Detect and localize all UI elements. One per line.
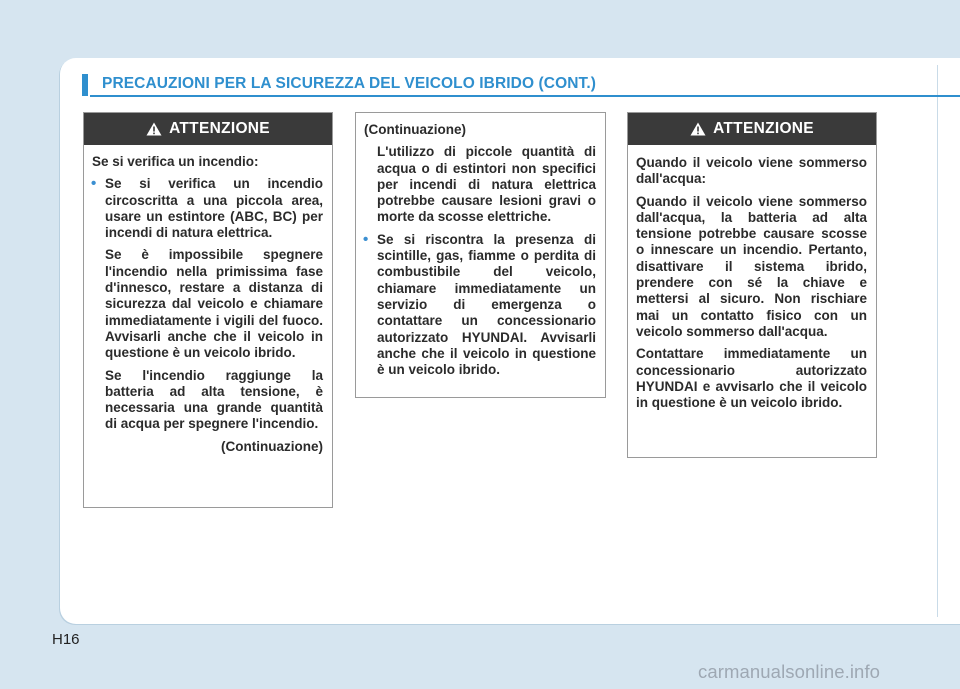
paragraph: Quando il veicolo viene sommerso dall'acqua, la batteria ad alta tensione potrebbe causare scosse o innescare un incendio. Pertanto, disattivare il sistema ibrido, prendere con sé la chiave e mettersi al sicuro. Non rischiare mai un contatto fisico con un veicolo sommerso dall'acqua. <box>636 193 867 339</box>
watermark: carmanualsonline.info <box>698 661 881 682</box>
continuation-label: (Continuazione) <box>221 438 323 454</box>
paragraph: Contattare immediatamente un concessionario autorizzato HYUNDAI e avvisarlo che il veicolo in questione è un veicolo ibrido. <box>636 346 867 411</box>
bullet-item: • Se si riscontra la presenza di scintille, gas, fiamme o perdita di combustibile del veicolo, chiamare immediatamente un servizio di emergenza o contattare un concessionario autorizzato HYUNDAI. Avvisarli anche che il veicolo in questione è un veicolo ibrido. <box>364 232 596 379</box>
warning-box-flood <box>627 112 877 458</box>
intro-text: Quando il veicolo viene sommerso dall'acqua: <box>636 155 867 187</box>
warning-label: ATTENZIONE <box>169 120 270 137</box>
intro-text: Se si verifica un incendio: <box>92 154 259 169</box>
warning-header <box>84 113 332 145</box>
page-number: H16 <box>52 631 80 648</box>
warning-label: ATTENZIONE <box>713 120 814 137</box>
warning-header <box>628 113 876 145</box>
section-title: PRECAUZIONI PER LA SICUREZZA DEL VEICOLO IBRIDO (CONT.) <box>102 75 597 92</box>
warning-box-fire <box>83 112 333 508</box>
continuation-content <box>356 113 605 378</box>
warning-triangle-icon <box>690 122 706 136</box>
paragraph: Se l'incendio raggiunge la batteria ad alta tensione, è necessaria una grande quantità di acqua per spegnere l'incendio. <box>105 367 323 432</box>
warning-triangle-icon <box>146 122 162 136</box>
bullet-item: • Se si verifica un incendio circoscritta a una piccola area, usare un estintore (ABC, BC) per incendi di natura elettrica. <box>92 176 323 241</box>
warning-content <box>628 145 876 411</box>
continuation-label: (Continuazione) <box>364 122 466 137</box>
header-underline <box>90 95 960 97</box>
paragraph: L'utilizzo di piccole quantità di acqua o di estintori non specifici per incendi di natura elettrica potrebbe causare lesioni gravi o morte da scosse elettriche. <box>377 144 596 225</box>
paragraph: Se è impossibile spegnere l'incendio nella primissima fase d'innesco, restare a distanza di sicurezza dal veicolo e chiamare immediatamente i vigili del fuoco. Avvisarli anche che il veicolo in questione è un veicolo ibrido. <box>105 247 323 361</box>
section-header <box>82 74 960 96</box>
header-accent-bar <box>82 74 88 96</box>
page-edge-rule <box>937 65 938 617</box>
continuation-box <box>355 112 606 398</box>
warning-content <box>84 145 332 455</box>
